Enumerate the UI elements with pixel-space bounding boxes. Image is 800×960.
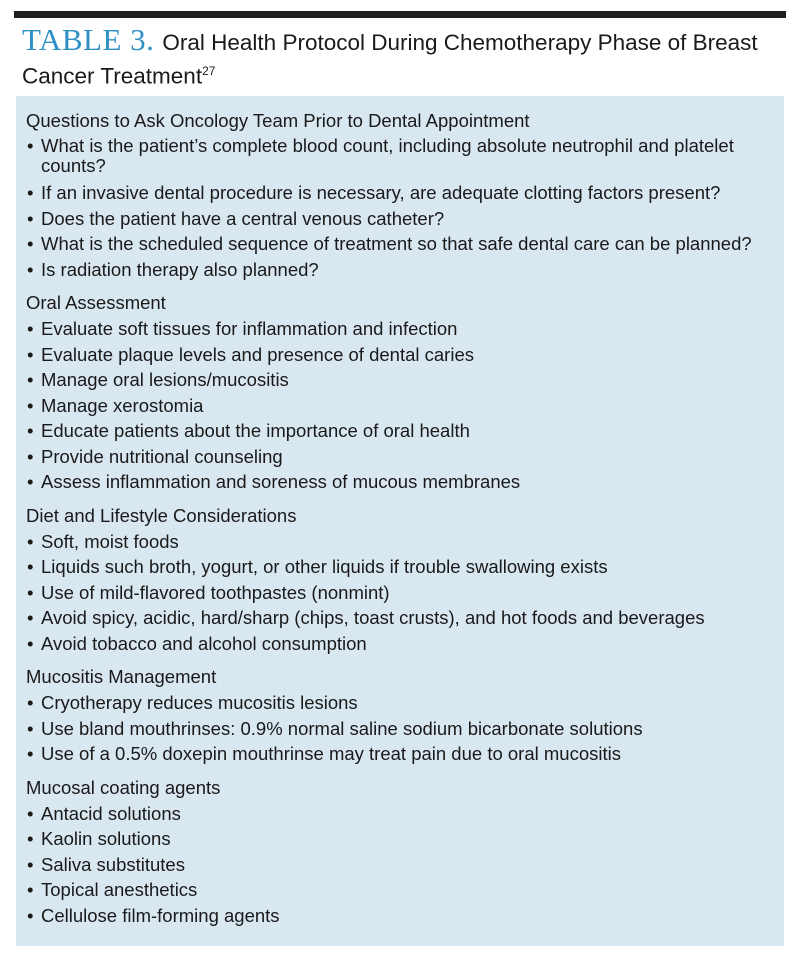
bullet-icon: • [27, 632, 34, 654]
bullet-icon: • [27, 394, 34, 416]
list-item-text: Antacid solutions [41, 802, 181, 824]
list-item [26, 801, 776, 827]
list-item-text: Provide nutritional counseling [41, 445, 283, 467]
section-heading: Oral Assessment [26, 292, 166, 313]
list-item [26, 631, 776, 657]
section-heading: Questions to Ask Oncology Team Prior to Dental Appointment [26, 110, 530, 131]
list-item-text: What is the scheduled sequence of treatment so that safe dental care can be planned? [41, 233, 752, 254]
list-item-text: Manage xerostomia [41, 394, 204, 416]
list-item [26, 852, 776, 878]
list-item-text: Assess inflammation and soreness of mucous membranes [41, 471, 521, 492]
list-item [26, 180, 776, 206]
bullet-icon: • [27, 692, 34, 713]
bullet-icon: • [27, 828, 34, 849]
list-item-text: Evaluate soft tissues for inflammation and infection [41, 318, 458, 339]
section-mucositis-management [26, 664, 776, 767]
bullet-icon: • [27, 182, 34, 203]
bullet-list [26, 690, 776, 767]
list-item [26, 554, 776, 580]
list-item-text: Cryotherapy reduces mucositis lesions [41, 692, 358, 713]
bullet-icon: • [27, 318, 34, 339]
bullet-list [26, 801, 776, 929]
table-title [22, 22, 782, 91]
bullet-icon: • [27, 556, 34, 577]
list-item [26, 877, 776, 903]
list-item [26, 741, 776, 767]
bullet-icon: • [27, 904, 34, 926]
bullet-icon: • [27, 717, 34, 739]
top-rule [14, 11, 786, 18]
list-item [26, 367, 776, 393]
bullet-icon: • [27, 258, 34, 280]
title-line-2 [22, 57, 782, 91]
section-mucosal-coating-agents [26, 775, 776, 929]
reference-superscript: 27 [202, 64, 216, 78]
section-heading: Mucosal coating agents [26, 776, 221, 798]
list-item-text: Cellulose film-forming agents [41, 904, 280, 926]
list-item [26, 716, 776, 742]
bullet-icon: • [27, 853, 34, 875]
list-item-text: Manage oral lesions/mucositis [41, 369, 289, 390]
list-item [26, 257, 776, 283]
list-item-text: Avoid tobacco and alcohol consumption [41, 632, 367, 654]
list-item-text: Kaolin solutions [41, 828, 171, 849]
list-item [26, 231, 776, 257]
bullet-icon: • [27, 369, 34, 390]
bullet-icon: • [27, 445, 34, 467]
section-questions-to-ask-oncology-team-prior-to-dental-appointment [26, 108, 776, 282]
bullet-icon: • [27, 879, 34, 900]
list-item [26, 418, 776, 444]
bullet-list [26, 316, 776, 495]
section-diet-and-lifestyle-considerations [26, 503, 776, 657]
list-item-text: Educate patients about the importance of oral health [41, 420, 470, 441]
list-item-text: Topical anesthetics [41, 879, 198, 900]
list-item-text: Is radiation therapy also planned? [41, 258, 319, 280]
list-item-text: Use of mild-flavored toothpastes (nonmint) [41, 581, 390, 603]
list-item-text: Does the patient have a central venous catheter? [41, 207, 445, 229]
list-item-text: Saliva substitutes [41, 853, 185, 875]
bullet-icon: • [27, 581, 34, 603]
bullet-icon: • [27, 471, 34, 492]
bullet-icon: • [27, 420, 34, 441]
table-content [26, 108, 776, 928]
bullet-icon: • [27, 343, 34, 365]
list-item [26, 469, 776, 495]
list-item [26, 393, 776, 419]
list-item [26, 580, 776, 606]
list-item [26, 826, 776, 852]
list-item-text: Use of a 0.5% doxepin mouthrinse may treat pain due to oral mucositis [41, 743, 621, 764]
title-text-2: Cancer Treatment [22, 63, 203, 89]
bullet-icon: • [27, 233, 34, 254]
section-oral-assessment [26, 290, 776, 495]
list-item [26, 136, 776, 176]
title-line-1 [22, 22, 782, 57]
bullet-list [26, 136, 776, 282]
bullet-list [26, 529, 776, 657]
bullet-icon: • [27, 743, 34, 764]
bullet-icon: • [27, 607, 34, 628]
list-item-text: Use bland mouthrinses: 0.9% normal saline sodium bicarbonate solutions [41, 717, 643, 739]
list-item [26, 342, 776, 368]
bullet-icon: • [27, 802, 34, 824]
list-item-text: Liquids such broth, yogurt, or other liquids if trouble swallowing exists [41, 556, 608, 577]
list-item [26, 444, 776, 470]
section-heading: Diet and Lifestyle Considerations [26, 504, 297, 526]
bullet-icon: • [27, 207, 34, 229]
title-text-1: Oral Health Protocol During Chemotherapy Phase of Breast [162, 30, 758, 55]
list-item-text: Soft, moist foods [41, 530, 179, 552]
list-item-text: If an invasive dental procedure is necessary, are adequate clotting factors present? [41, 182, 721, 203]
list-item-text: Avoid spicy, acidic, hard/sharp (chips, toast crusts), and hot foods and beverages [41, 607, 705, 628]
section-heading: Mucositis Management [26, 666, 217, 687]
list-item [26, 690, 776, 716]
table-label: TABLE 3. [22, 22, 155, 57]
list-item [26, 903, 776, 929]
bullet-icon: • [27, 530, 34, 552]
list-item-text: What is the patient’s complete blood count, including absolute neutrophil and platelet counts? [41, 135, 734, 176]
bullet-icon: • [27, 135, 34, 156]
list-item [26, 529, 776, 555]
list-item [26, 206, 776, 232]
list-item-text: Evaluate plaque levels and presence of dental caries [41, 343, 474, 365]
list-item [26, 316, 776, 342]
list-item [26, 605, 776, 631]
